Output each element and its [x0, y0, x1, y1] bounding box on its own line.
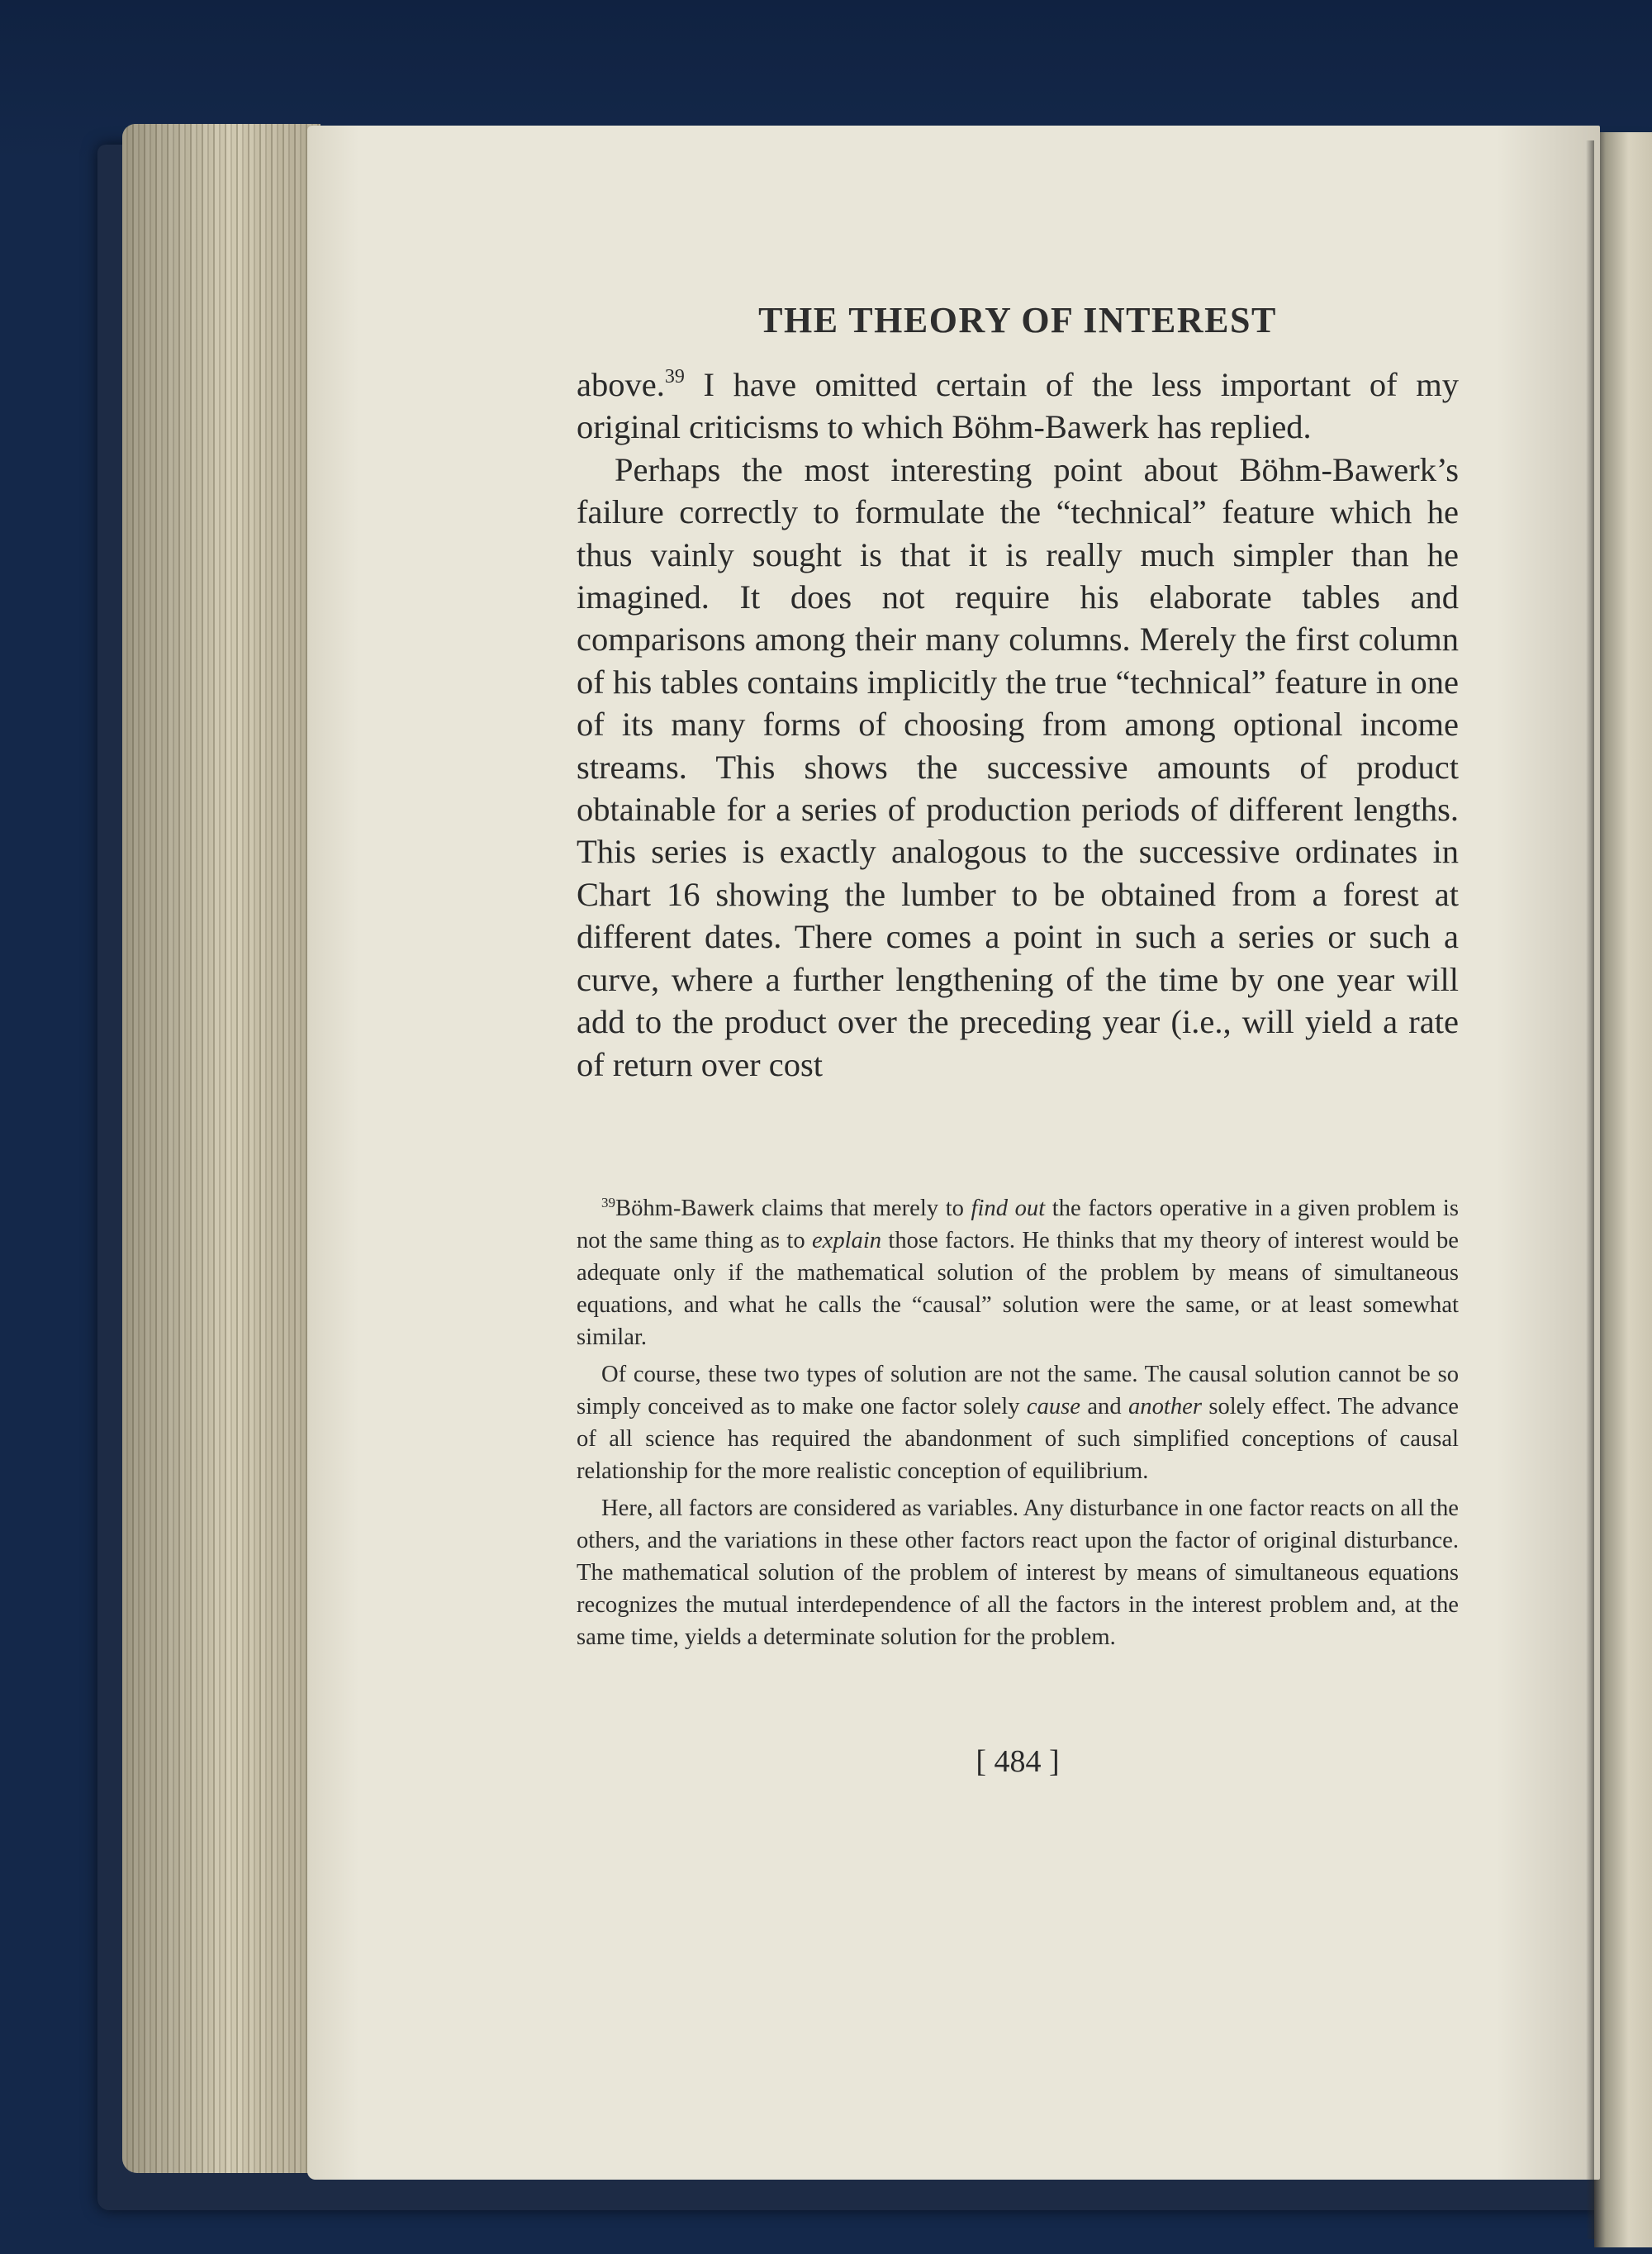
running-head: THE THEORY OF INTEREST	[758, 300, 1277, 340]
footnote-reference: 39	[664, 366, 685, 388]
footnote-block	[577, 1192, 1459, 1658]
footnote-paragraph-2	[577, 1358, 1459, 1487]
footnote-text: Of course, these two types of solution are not the same. The causal solution cannot be so simply conceived as to make one factor solely	[577, 1362, 1459, 1419]
footnote-text: Böhm-Bawerk claims that merely to	[615, 1196, 971, 1221]
footnote-paragraph-3: Here, all factors are considered as variables. Any disturbance in one factor reacts on all the others, and the variations in these other factors react upon the factor of original disturbance. The mathematical solution of the problem of interest by means of simultaneous equations recognizes the mutual interdependence of all the factors in the interest problem and, at the same time, yields a determinate solution for the problem.	[577, 1496, 1459, 1650]
body-text	[577, 364, 1459, 1086]
footnote-paragraph-1	[577, 1192, 1459, 1353]
paragraph-1-start: above.	[577, 366, 665, 403]
paragraph-1-rest: I have omitted certain of the less important of my original criticisms to which Böhm-Bawerk has replied.	[577, 366, 1459, 446]
opposite-page-edge	[1594, 132, 1652, 2247]
footnote-text: and	[1080, 1394, 1128, 1419]
page-number: [ 484 ]	[976, 1744, 1060, 1779]
paragraph-continued	[577, 364, 1459, 449]
footnote-text: solely effect. The advance of all science has required the abandonment of such simplified conceptions of causal relationship for the more realistic conception of equilibrium.	[577, 1394, 1459, 1484]
footnote-mark: 39	[601, 1195, 615, 1210]
footnote-emphasis: explain	[811, 1228, 882, 1253]
footnote-text: the factors operative in a given problem is not the same thing as to	[577, 1196, 1459, 1253]
paragraph-2: Perhaps the most interesting point about Böhm-Bawerk’s failure correctly to formulate the “technical” feature which he thus vainly sought is that it is really much simpler than he imagined. It does not require his elaborate tables and comparisons among their many columns. Merely the first column of his tables contains implicitly the true “technical” feature in one of its many forms of choosing from among optional income streams. This shows the successive amounts of product obtainable for a series of production periods of different lengths. This series is exactly analogous to the successive ordinates in Chart 16 showing the lumber to be obtained from a forest at different dates. There comes a point in such a series or such a curve, where a further lengthening of the time by one year will add to the product over the preceding year (i.e., will yield a rate of return over cost	[577, 450, 1459, 1083]
footnote-emphasis: find out	[971, 1196, 1046, 1221]
page-block-shadow	[122, 124, 320, 2173]
page-gutter-shadow	[1586, 140, 1594, 2239]
footnote-emphasis: cause	[1026, 1394, 1080, 1419]
footnote-emphasis: another	[1128, 1394, 1202, 1419]
footnote-text: those factors. He thinks that my theory of interest would be adequate only if the mathematical solution of the problem by means of simultaneous equations, and what he calls the “causal” solution were the same, or at least somewhat similar.	[577, 1228, 1459, 1350]
